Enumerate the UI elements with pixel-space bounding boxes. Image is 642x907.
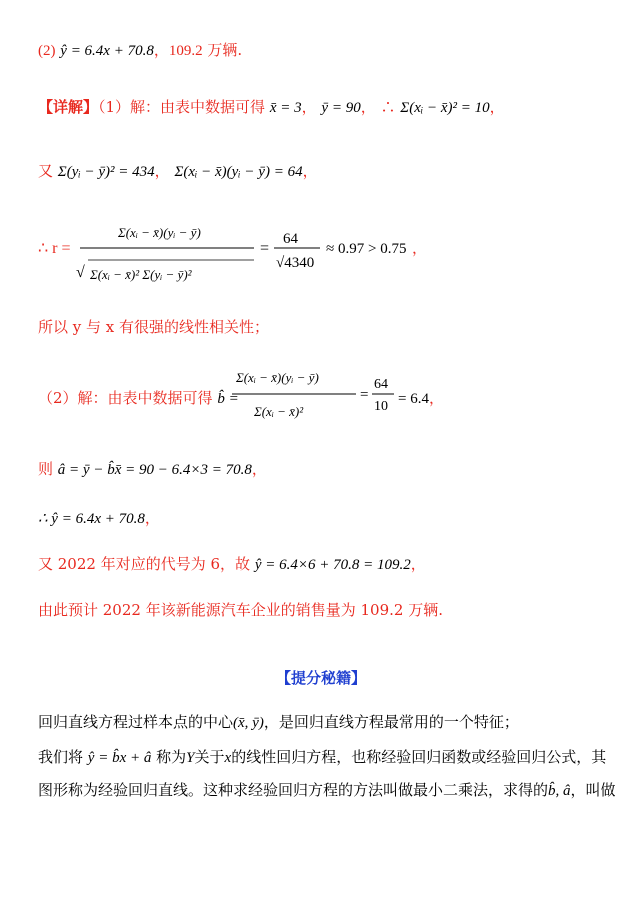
bhat-label: b̂ = xyxy=(217,391,239,407)
year-formula: ŷ = 6.4×6 + 70.8 = 109.2 xyxy=(254,557,411,573)
svg-text:Σ(xᵢ − x̄)(yᵢ − ȳ): Σ(xᵢ − x̄)(yᵢ − ȳ) xyxy=(236,370,319,385)
r-denominator: Σ(xᵢ − x̄)² Σ(yᵢ − ȳ)² xyxy=(90,267,192,282)
ahat-line: 则 â = ȳ − b̂x̄ = 90 − 6.4×3 = 70.8， xyxy=(38,460,267,478)
answer-unit: 万辆. xyxy=(207,41,243,59)
r-approx: ≈ 0.97 > 0.75 xyxy=(326,241,407,257)
answer-label: (2) xyxy=(38,43,56,59)
conclusion-1: 所以 y 与 x 有很强的线性相关性； xyxy=(38,318,270,336)
r-den-value: √4340 xyxy=(276,255,315,271)
xbar-value: x̄ = 3 xyxy=(269,100,302,116)
part2-text: （2）解：由表中数据可得 xyxy=(38,389,213,407)
yhat-line: ∴ ŷ = 6.4x + 70.8， xyxy=(38,509,160,527)
separator: ， xyxy=(153,41,169,59)
ahat-prefix: 则 xyxy=(38,460,54,478)
answer-value: 109.2 xyxy=(168,43,203,59)
regression-equation: ŷ = 6.4x + 70.8 xyxy=(60,43,154,59)
therefore-symbol: ∴ xyxy=(380,98,396,116)
sum-xy: Σ(xᵢ − x̄)(yᵢ − ȳ) = 64 xyxy=(174,164,303,180)
tips-line-3: 图形称为经验回归直线。这种求经验回归方程的方法叫做最小二乘法，求得的b̂, â，叫做 xyxy=(38,781,616,799)
sums-line: 又 Σ(yᵢ − ȳ)² = 434， Σ(xᵢ − x̄)(yᵢ − ȳ) = 64， xyxy=(38,162,318,180)
center-point: (x̄, ȳ) xyxy=(233,715,264,731)
tips-title: 【提分秘籍】 xyxy=(276,669,367,687)
bhat-formula xyxy=(228,360,408,432)
answer-line-2 xyxy=(38,39,242,60)
sum-yy: Σ(yᵢ − ȳ)² = 434 xyxy=(57,164,155,180)
r-numerator: Σ(xᵢ − x̄)(yᵢ − ȳ) xyxy=(118,225,201,240)
year-text: 又 2022 年对应的代号为 6，故 xyxy=(38,555,251,573)
tips-line-2: 我们将 ŷ = b̂x + â 称为Y关于x的线性回归方程，也称经验回归函数或经验回归公式，其 xyxy=(38,748,607,766)
svg-text:=: = xyxy=(360,387,369,403)
svg-text:，: ， xyxy=(412,241,428,257)
svg-text:Σ(xᵢ − x̄)²: Σ(xᵢ − x̄)² xyxy=(254,404,304,419)
bhat-result: = 6.4， xyxy=(398,391,444,407)
r-num-value: 64 xyxy=(283,231,298,247)
sqrt-sign: √ xyxy=(76,264,85,281)
bhat-num: 64 xyxy=(374,377,388,392)
yhat-formula: ∴ ŷ = 6.4x + 70.8 xyxy=(38,511,145,527)
tips-line-1: 回归直线方程过样本点的中心(x̄, ȳ)，是回归直线方程最常用的一个特征； xyxy=(38,713,519,731)
year-line: 又 2022 年对应的代号为 6，故 ŷ = 6.4×6 + 70.8 = 109.2， xyxy=(38,555,426,573)
ybar-value: ȳ = 90 xyxy=(321,100,361,116)
you-prefix: 又 xyxy=(38,162,54,180)
bhat-den: 10 xyxy=(374,399,388,414)
detail-tag: 【详解】 xyxy=(38,98,99,116)
part2-line xyxy=(38,387,239,408)
ahat-formula: â = ȳ − b̂x̄ = 90 − 6.4×3 = 70.8 xyxy=(57,462,252,478)
coefficients: b̂, â xyxy=(548,783,571,799)
part1-text: （1）解：由表中数据可得 xyxy=(98,98,266,116)
detail-line: 【详解】（1）解：由表中数据可得 x̄ = 3， ȳ = 90， ∴ Σ(xᵢ − x̄)² = 10， xyxy=(38,98,505,116)
r-formula xyxy=(38,215,428,295)
prediction-line: 由此预计 2022 年该新能源汽车企业的销售量为 109.2 万辆. xyxy=(38,601,443,619)
therefore-r: ∴ r = xyxy=(38,240,71,257)
svg-text:=: = xyxy=(260,240,270,257)
sum-xx: Σ(xᵢ − x̄)² = 10 xyxy=(400,100,490,116)
regression-form: ŷ = b̂x + â xyxy=(87,750,152,766)
